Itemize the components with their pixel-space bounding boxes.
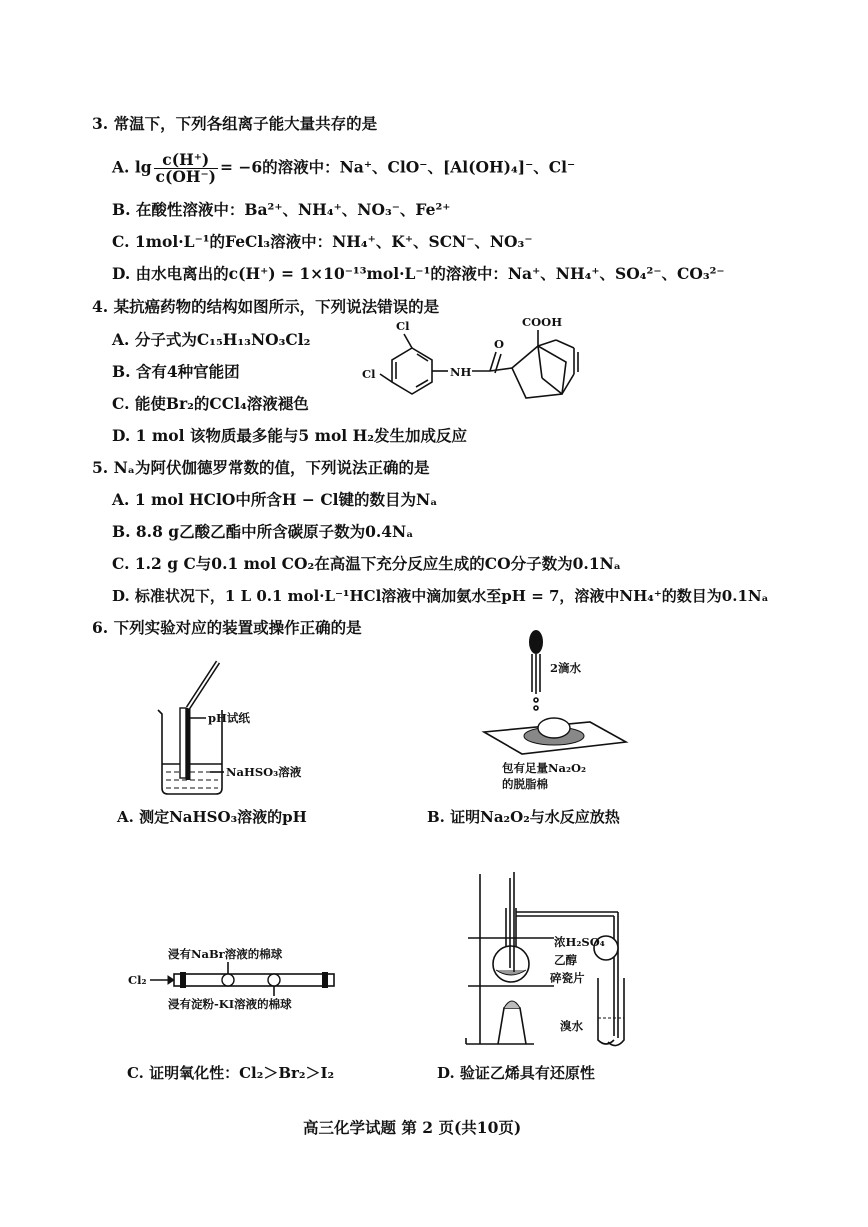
cl-label-left: Cl xyxy=(362,367,376,381)
q4-molecule-structure xyxy=(360,312,630,422)
fig-a-ph-measurement xyxy=(140,652,330,802)
q6-stem: 6. 下列实验对应的装置或操作正确的是 xyxy=(92,618,362,637)
fig-b-na2o2-experiment xyxy=(470,622,640,802)
fig-c-label-nabr: 浸有NaBr溶液的棉球 xyxy=(168,947,283,961)
fig-d-label-bromine-water: 溴水 xyxy=(560,1019,583,1033)
q4-option-b: B. 含有4种官能团 xyxy=(112,362,240,381)
fig-c-label-ki: 浸有淀粉-KI溶液的棉球 xyxy=(168,997,292,1011)
fig-d-label-h2so4: 浓H₂SO₄ xyxy=(554,935,605,949)
fig-a-label-ph-paper: pH试纸 xyxy=(208,711,250,725)
q4-option-d: D. 1 mol 该物质最多能与5 mol H₂发生加成反应 xyxy=(112,426,468,445)
cooh-label: COOH xyxy=(522,315,563,329)
fig-d-label-ethanol: 乙醇 xyxy=(554,953,577,967)
carbonyl-o-label: O xyxy=(494,337,505,351)
cl-label-top: Cl xyxy=(396,319,410,333)
fig-b-label-cotton-2: 的脱脂棉 xyxy=(502,777,548,791)
fig-c-caption: C. 证明氧化性：Cl₂＞Br₂＞I₂ xyxy=(127,1064,335,1082)
q4-stem: 4. 某抗癌药物的结构如图所示，下列说法错误的是 xyxy=(92,297,440,316)
fig-b-label-cotton-1: 包有足量Na₂O₂ xyxy=(502,761,587,775)
q3-option-c: C. 1mol·L⁻¹的FeCl₃溶液中：NH₄⁺、K⁺、SCN⁻、NO₃⁻ xyxy=(112,232,533,251)
q3-option-a xyxy=(112,152,575,185)
fig-d-caption: D. 验证乙烯具有还原性 xyxy=(437,1064,595,1082)
q3-option-b: B. 在酸性溶液中：Ba²⁺、NH₄⁺、NO₃⁻、Fe²⁺ xyxy=(112,200,451,219)
q3-a-fraction xyxy=(154,152,218,185)
q5-option-c: C. 1.2 g C与0.1 mol CO₂在高温下充分反应生成的CO分子数为0.1Nₐ xyxy=(112,554,621,573)
fig-c-oxidation-tube xyxy=(128,938,368,1018)
q3-a-prefix: A. lg xyxy=(112,157,152,177)
q3-a-denominator: c(OH⁻) xyxy=(155,167,216,186)
q3-a-numerator: c(H⁺) xyxy=(154,152,218,169)
q3-a-suffix: = −6的溶液中：Na⁺、ClO⁻、[Al(OH)₄]⁻、Cl⁻ xyxy=(219,157,576,177)
q5-option-b: B. 8.8 g乙酸乙酯中所含碳原子数为0.4Nₐ xyxy=(112,522,414,541)
fig-b-label-water: 2滴水 xyxy=(550,661,582,675)
page-footer: 高三化学试题 第 2 页(共10页) xyxy=(303,1118,522,1137)
q5-option-a: A. 1 mol HClO中所含H − Cl键的数目为Nₐ xyxy=(112,490,438,509)
fig-a-caption: A. 测定NaHSO₃溶液的pH xyxy=(117,808,307,826)
q5-stem: 5. Nₐ为阿伏伽德罗常数的值，下列说法正确的是 xyxy=(92,458,430,477)
q3-option-d: D. 由水电离出的c(H⁺) = 1×10⁻¹³mol·L⁻¹的溶液中：Na⁺、NH₄⁺、SO₄²⁻、CO₃²⁻ xyxy=(112,264,725,283)
q5-option-d: D. 标准状况下，1 L 0.1 mol·L⁻¹HCl溶液中滴加氨水至pH = 7，溶液中NH₄⁺的数目为0.1Nₐ xyxy=(112,587,769,605)
nh-label: NH xyxy=(450,365,472,379)
fig-c-label-cl2: Cl₂ xyxy=(128,973,147,987)
fig-d-ethylene-apparatus xyxy=(458,868,658,1058)
fig-b-caption: B. 证明Na₂O₂与水反应放热 xyxy=(427,808,620,826)
q4-option-c: C. 能使Br₂的CCl₄溶液褪色 xyxy=(112,394,309,413)
q4-option-a: A. 分子式为C₁₅H₁₃NO₃Cl₂ xyxy=(112,330,311,349)
q3-stem: 3. 常温下，下列各组离子能大量共存的是 xyxy=(92,114,378,133)
fig-a-label-solution: NaHSO₃溶液 xyxy=(226,765,302,779)
fig-d-label-porcelain: 碎瓷片 xyxy=(550,971,585,985)
